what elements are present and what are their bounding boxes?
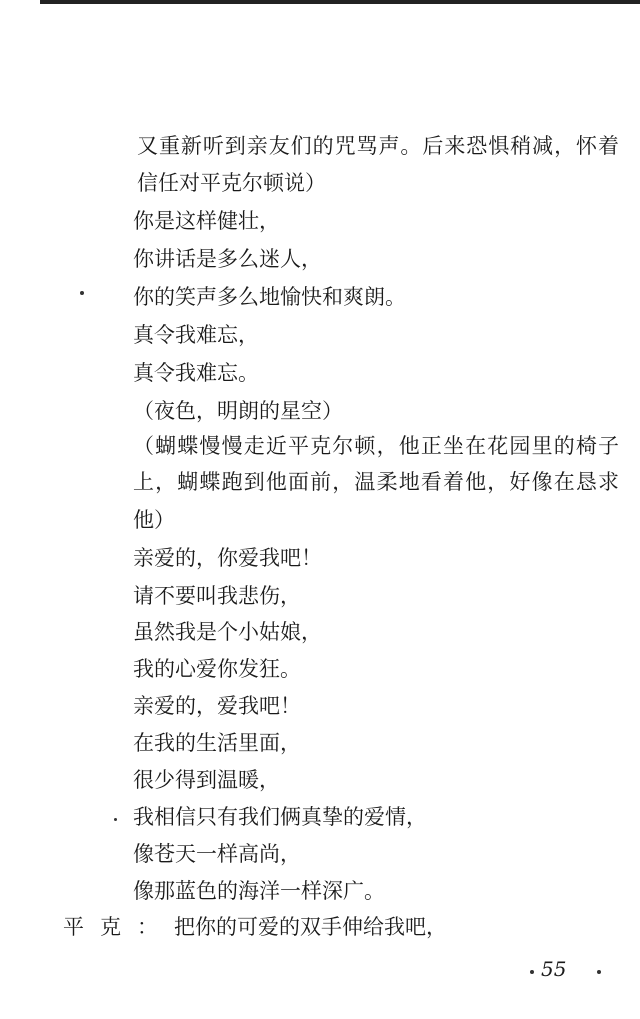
text-line: 很少得到温暖， <box>133 768 280 792</box>
text-line: 亲爱的，爱我吧！ <box>133 694 301 718</box>
text-line: 信任对平克尔顿说） <box>137 171 326 195</box>
text-line: 在我的生活里面， <box>133 731 301 755</box>
text-line: 我的心爱你发狂。 <box>133 657 301 681</box>
text-line: 虽然我是个小姑娘， <box>133 620 322 644</box>
text-line: 真令我难忘， <box>133 323 259 347</box>
stage-direction: （蝴蝶慢慢走近平克尔顿，他正坐在花园里的椅子 <box>133 434 619 458</box>
speaker-name: 平克： <box>63 915 174 939</box>
text-line: 亲爱的，你爱我吧！ <box>133 546 322 570</box>
text-line: 请不要叫我悲伤， <box>133 584 301 608</box>
text-line: 真令我难忘。 <box>133 361 259 385</box>
stage-direction: 上，蝴蝶跑到他面前，温柔地看着他，好像在恳求 <box>133 470 619 494</box>
stage-direction: （夜色，明朗的星空） <box>133 399 343 423</box>
page-number-dot-right <box>597 970 601 974</box>
page-number: 55 <box>541 957 567 981</box>
text-line: 你的笑声多么地愉快和爽朗。 <box>133 285 406 309</box>
dialogue-text: 把你的可爱的双手伸给我吧， <box>174 915 447 939</box>
text-line: 你是这样健壮， <box>133 209 280 233</box>
print-speck <box>80 291 84 295</box>
page-number-dot-left <box>530 970 534 974</box>
text-line: 我相信只有我们俩真挚的爱情， <box>133 805 427 829</box>
dialogue-line <box>63 912 447 942</box>
text-line: 又重新听到亲友们的咒骂声。后来恐惧稍减，怀着 <box>137 134 619 158</box>
text-line: 你讲话是多么迷人， <box>133 247 322 271</box>
print-speck <box>114 818 117 821</box>
stage-direction: 他） <box>133 508 175 532</box>
text-line: 像苍天一样高尚， <box>133 842 301 866</box>
text-line: 像那蓝色的海洋一样深广。 <box>133 879 385 903</box>
top-border-rule <box>40 0 640 4</box>
